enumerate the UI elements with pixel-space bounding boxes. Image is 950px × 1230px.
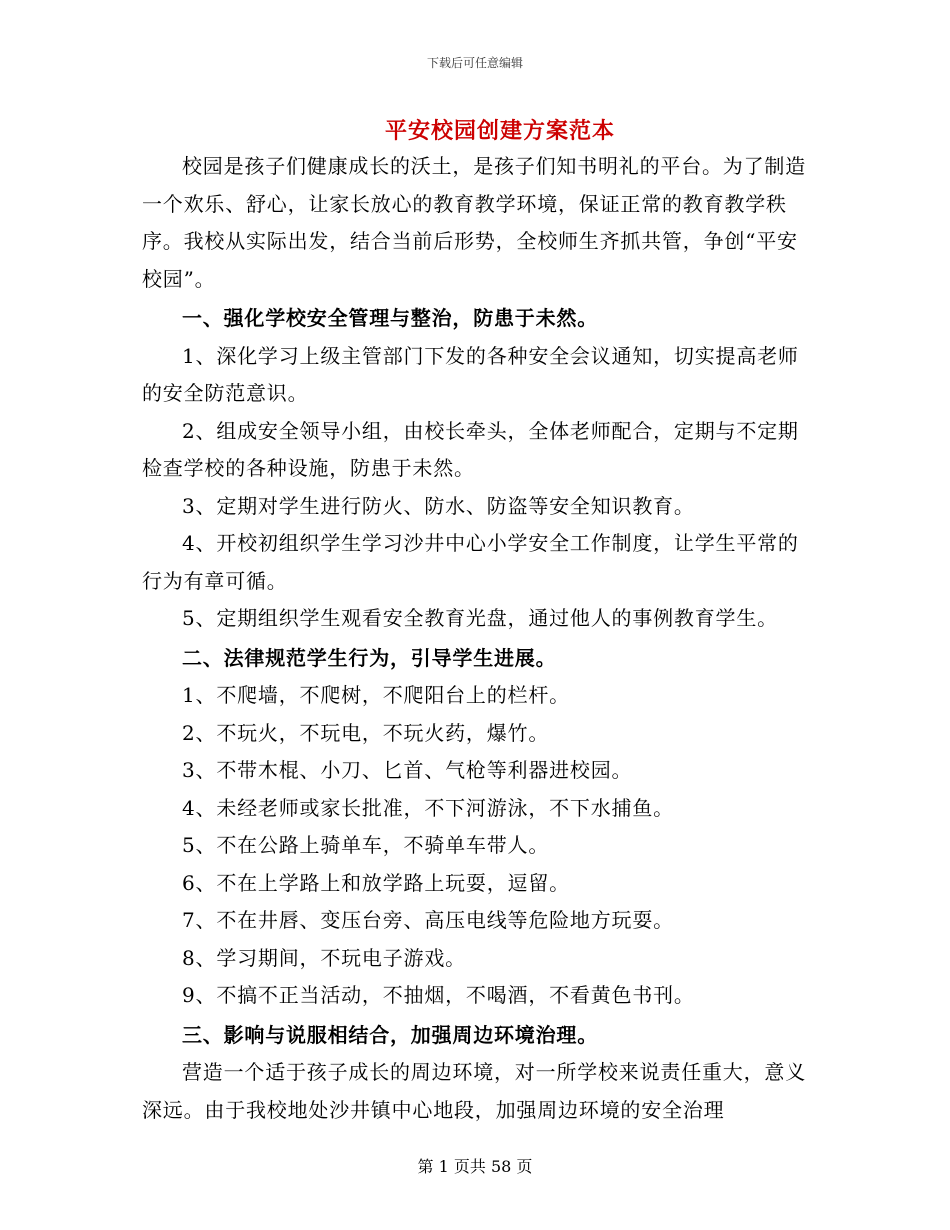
list-item: 9、不搞不正当活动，不抽烟，不喝酒，不看黄色书刊。 <box>182 983 695 1007</box>
list-item: 7、不在井唇、变压台旁、高压电线等危险地方玩耍。 <box>182 908 674 932</box>
list-item: 1、不爬墙，不爬树，不爬阳台上的栏杆。 <box>182 683 570 707</box>
document-title: 平安校园创建方案范本 <box>384 118 615 144</box>
list-item: 2、不玩火，不玩电，不玩火药，爆竹。 <box>182 720 550 745</box>
list-item: 5、定期组织学生观看安全教育光盘，通过他人的事例教育学生。 <box>182 606 778 630</box>
list-item: 8、学习期间，不玩电子游戏。 <box>182 945 466 970</box>
list-item: 4、未经老师或家长批准，不下河游泳，不下水捕鱼。 <box>182 795 674 820</box>
list-item: 3、不带木棍、小刀、匕首、气枪等利器进校园。 <box>182 758 633 782</box>
page-number-footer: 第 1 页共 58 页 <box>417 1157 533 1176</box>
list-item: 3、定期对学生进行防火、防水、防盗等安全知识教育。 <box>182 493 695 518</box>
section-heading-3: 三、影响与说服相结合，加强周边环境治理。 <box>182 1022 598 1047</box>
list-item: 1、深化学习上级主管部门下发的各种安全会议通知，切实提高老师的安全防范意识。 <box>142 343 799 405</box>
closing-paragraph: 营造一个适于孩子成长的周边环境，对一所学校来说责任重大，意义深远。由于我校地处沙井镇中心地段，加强周边环境的安全治理 <box>142 1060 806 1122</box>
document-body <box>142 148 812 1129</box>
list-item: 4、开校初组织学生学习沙井中心小学安全工作制度，让学生平常的行为有章可循。 <box>142 531 799 593</box>
list-item: 2、组成安全领导小组，由校长牵头，全体老师配合，定期与不定期检查学校的各种设施，防患于未然。 <box>142 418 799 480</box>
intro-paragraph: 校园是孩子们健康成长的沃土，是孩子们知书明礼的平台。为了制造一个欢乐、舒心，让家长放心的教育教学环境，保证正常的教育教学秩序。我校从实际出发，结合当前后形势，全校师生齐抓共管，争创“平安校园”。 <box>142 154 806 291</box>
list-item: 5、不在公路上骑单车，不骑单车带人。 <box>182 833 550 857</box>
header-note: 下载后可任意编辑 <box>426 56 523 70</box>
section-heading-1: 一、强化学校安全管理与整治，防患于未然。 <box>182 306 598 330</box>
list-item: 6、不在上学路上和放学路上玩耍，逗留。 <box>182 870 570 895</box>
section-heading-2: 二、法律规范学生行为，引导学生进展。 <box>182 645 557 670</box>
